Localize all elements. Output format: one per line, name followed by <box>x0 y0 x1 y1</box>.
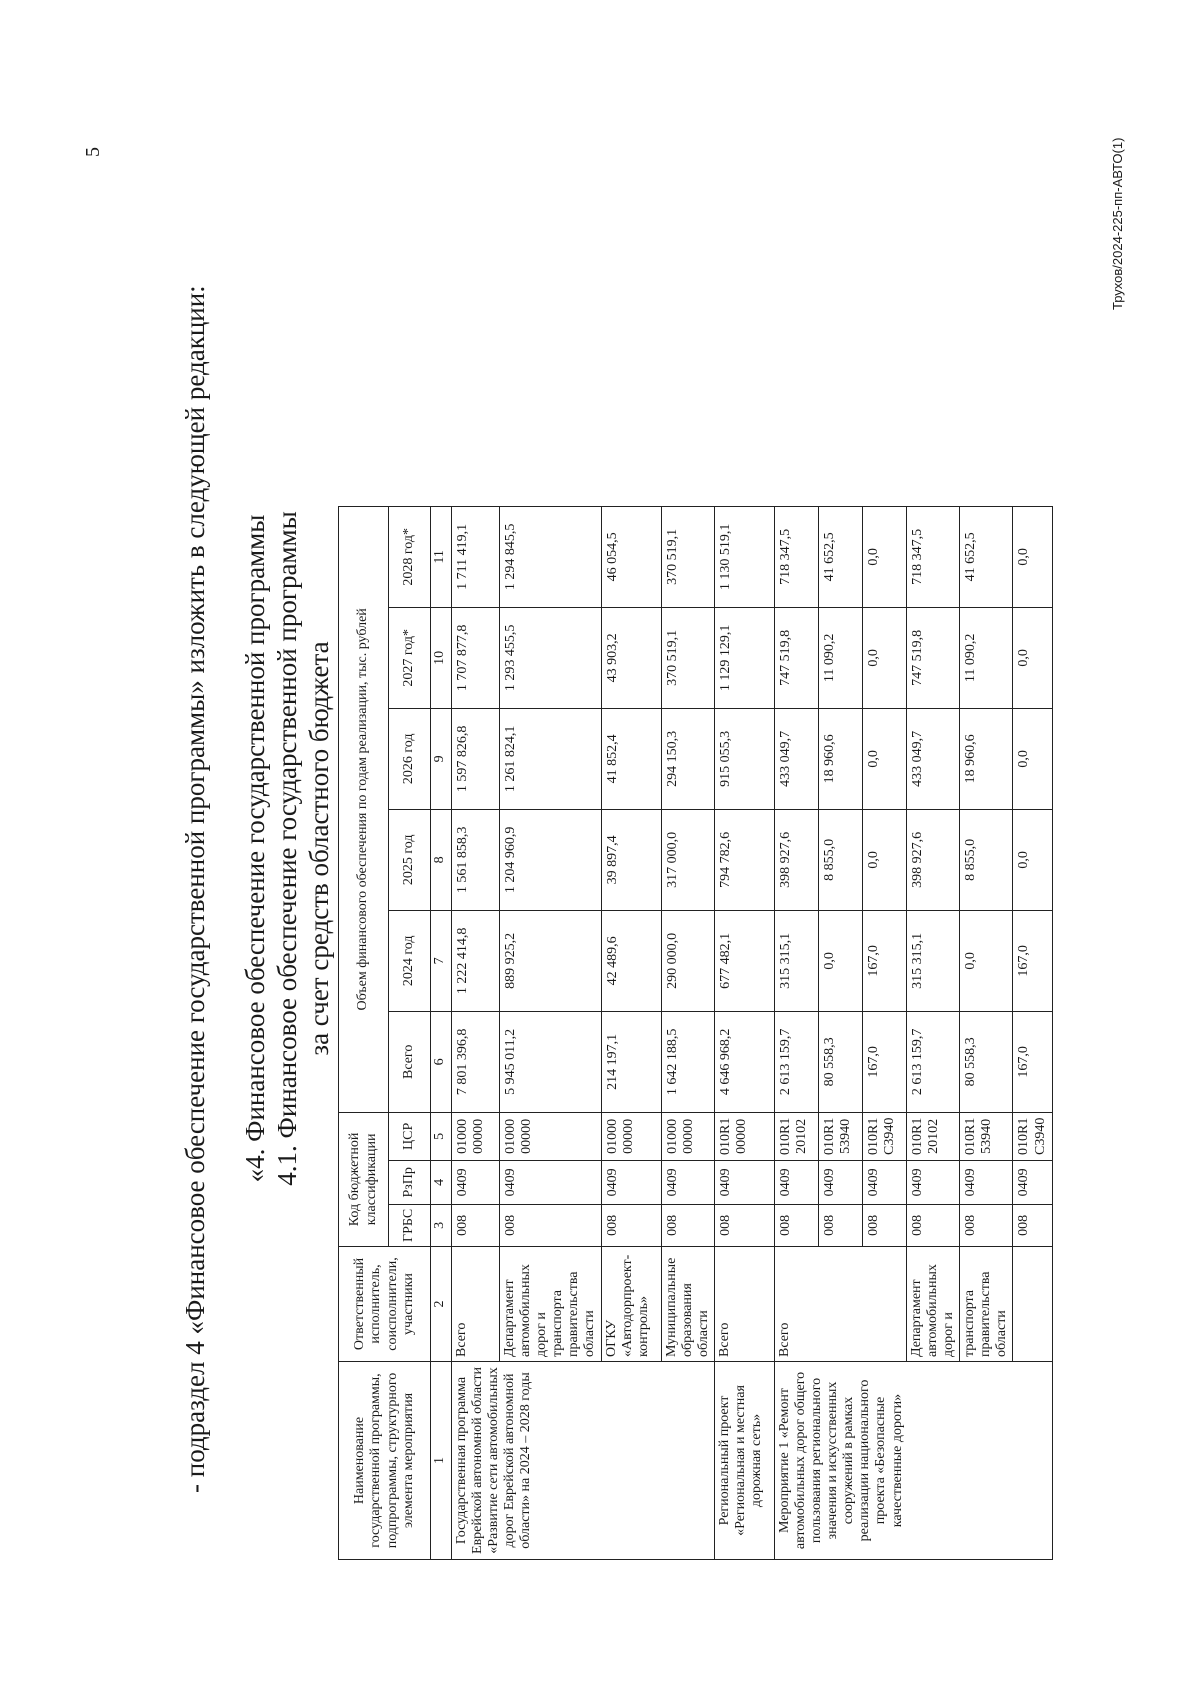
grbs-cell: 008 <box>452 1204 500 1246</box>
grbs-cell: 008 <box>500 1204 602 1246</box>
index-cell: 9 <box>431 708 452 809</box>
y2026-cell: 41 852,4 <box>601 708 661 809</box>
executor-cell: Всего <box>774 1247 906 1362</box>
y2024-cell: 167,0 <box>862 910 906 1011</box>
y2025-cell: 398 927,6 <box>906 809 959 910</box>
executor-cell: Всего <box>452 1247 500 1362</box>
y2024-cell: 1 222 414,8 <box>452 910 500 1011</box>
y2025-cell: 1 561 858,3 <box>452 809 500 910</box>
index-cell: 7 <box>431 910 452 1011</box>
header-executor: Ответственный исполнитель, соисполнители, участники <box>339 1247 431 1362</box>
index-cell: 4 <box>431 1160 452 1204</box>
y2028-cell: 370 519,1 <box>661 506 714 607</box>
grbs-cell: 008 <box>818 1204 862 1246</box>
total-cell: 167,0 <box>862 1011 906 1112</box>
y2024-cell: 315 315,1 <box>774 910 818 1011</box>
y2026-cell: 433 049,7 <box>774 708 818 809</box>
table-row <box>774 506 818 1559</box>
intro-text: - подраздел 4 «Финансовое обеспечение государственной программы» изложить в следующей редакции: <box>180 285 210 1493</box>
grbs-cell: 008 <box>774 1204 818 1246</box>
y2026-cell: 0,0 <box>862 708 906 809</box>
program-name-cell: Государственная программа Еврейской автономной области «Развитие сети автомобильных дорог Еврейской автономной области» на 2024 – 2028 годы <box>452 1362 715 1560</box>
y2027-cell: 0,0 <box>862 607 906 708</box>
y2025-cell: 317 000,0 <box>661 809 714 910</box>
y2028-cell: 1 294 845,5 <box>500 506 602 607</box>
executor-cell: транспорта правительства области <box>960 1247 1013 1362</box>
y2025-cell: 8 855,0 <box>818 809 862 910</box>
y2027-cell: 747 519,8 <box>906 607 959 708</box>
index-cell: 8 <box>431 809 452 910</box>
grbs-cell: 008 <box>661 1204 714 1246</box>
csr-cell: 01000 00000 <box>661 1112 714 1160</box>
header-2027: 2027 год* <box>389 607 431 708</box>
y2025-cell: 1 204 960,9 <box>500 809 602 910</box>
subsection-heading-cont: за счет средств областного бюджета <box>304 641 334 1056</box>
grbs-cell: 008 <box>1013 1204 1053 1246</box>
index-cell: 1 <box>431 1362 452 1560</box>
rzpr-cell: 0409 <box>862 1160 906 1204</box>
y2025-cell: 0,0 <box>862 809 906 910</box>
rzpr-cell: 0409 <box>906 1160 959 1204</box>
total-cell: 2 613 159,7 <box>774 1011 818 1112</box>
csr-cell: 01000 00000 <box>601 1112 661 1160</box>
executor-cell-empty <box>1013 1247 1053 1362</box>
y2028-cell: 41 652,5 <box>960 506 1013 607</box>
index-row <box>431 506 452 1559</box>
y2027-cell: 0,0 <box>1013 607 1053 708</box>
grbs-cell: 008 <box>862 1204 906 1246</box>
rzpr-cell: 0409 <box>960 1160 1013 1204</box>
header-program: Наименование государственной программы, подпрограммы, структурного элемента мероприятия <box>339 1362 431 1560</box>
total-cell: 167,0 <box>1013 1011 1053 1112</box>
y2027-cell: 1 707 877,8 <box>452 607 500 708</box>
y2027-cell: 1 129 129,1 <box>714 607 774 708</box>
regional-project-cell: Региональный проект «Региональная и местная дорожная сеть» <box>714 1362 774 1560</box>
y2026-cell: 1 597 826,8 <box>452 708 500 809</box>
measure-name-cell: Мероприятие 1 «Ремонт автомобильных дорог общего пользования регионального значения и искусственных сооружений в рамках реализации национального проекта «Безопасные качественные дороги» <box>774 1362 1053 1560</box>
index-cell: 3 <box>431 1204 452 1246</box>
section-heading: «4. Финансовое обеспечение государственной программы <box>240 514 270 1183</box>
index-cell: 10 <box>431 607 452 708</box>
csr-cell: 010R1 С3940 <box>1013 1112 1053 1160</box>
y2027-cell: 747 519,8 <box>774 607 818 708</box>
header-2024: 2024 год <box>389 910 431 1011</box>
index-cell: 2 <box>431 1247 452 1362</box>
header-2028: 2028 год* <box>389 506 431 607</box>
total-cell: 5 945 011,2 <box>500 1011 602 1112</box>
document-footer: Трухов/2024-225-пп-АВТО(1) <box>1110 137 1125 310</box>
executor-cell: Департамент автомобильных дорог и транспорта правительства области <box>500 1247 602 1362</box>
y2024-cell: 315 315,1 <box>906 910 959 1011</box>
y2028-cell: 1 711 419,1 <box>452 506 500 607</box>
header-2026: 2026 год <box>389 708 431 809</box>
csr-cell: 01000 00000 <box>452 1112 500 1160</box>
executor-cell: ОГКУ «Автодорпроект-контроль» <box>601 1247 661 1362</box>
csr-cell: 010R1 20102 <box>906 1112 959 1160</box>
csr-cell: 010R1 00000 <box>714 1112 774 1160</box>
executor-cell: Всего <box>714 1247 774 1362</box>
header-total: Всего <box>389 1011 431 1112</box>
rzpr-cell: 0409 <box>714 1160 774 1204</box>
y2024-cell: 42 489,6 <box>601 910 661 1011</box>
y2024-cell: 167,0 <box>1013 910 1053 1011</box>
total-cell: 214 197,1 <box>601 1011 661 1112</box>
total-cell: 2 613 159,7 <box>906 1011 959 1112</box>
rzpr-cell: 0409 <box>1013 1160 1053 1204</box>
y2025-cell: 398 927,6 <box>774 809 818 910</box>
executor-cell: Муниципальные образования области <box>661 1247 714 1362</box>
csr-cell: 010R1 53940 <box>818 1112 862 1160</box>
subsection-heading: 4.1. Финансовое обеспечение государственной программы <box>272 511 302 1186</box>
index-cell: 6 <box>431 1011 452 1112</box>
grbs-cell: 008 <box>601 1204 661 1246</box>
y2028-cell: 1 130 519,1 <box>714 506 774 607</box>
y2026-cell: 433 049,7 <box>906 708 959 809</box>
y2024-cell: 0,0 <box>960 910 1013 1011</box>
rzpr-cell: 0409 <box>774 1160 818 1204</box>
y2026-cell: 1 261 824,1 <box>500 708 602 809</box>
rzpr-cell: 0409 <box>452 1160 500 1204</box>
y2028-cell: 718 347,5 <box>774 506 818 607</box>
header-rzpr: РзПр <box>389 1160 431 1204</box>
index-cell: 5 <box>431 1112 452 1160</box>
y2028-cell: 718 347,5 <box>906 506 959 607</box>
total-cell: 80 558,3 <box>960 1011 1013 1112</box>
y2028-cell: 46 054,5 <box>601 506 661 607</box>
y2026-cell: 18 960,6 <box>960 708 1013 809</box>
total-cell: 7 801 396,8 <box>452 1011 500 1112</box>
y2028-cell: 0,0 <box>862 506 906 607</box>
csr-cell: 010R1 С3940 <box>862 1112 906 1160</box>
y2024-cell: 677 482,1 <box>714 910 774 1011</box>
y2026-cell: 18 960,6 <box>818 708 862 809</box>
table-row <box>714 506 774 1559</box>
header-grbs: ГРБС <box>389 1204 431 1246</box>
header-finance-volume: Объем финансового обеспечения по годам реализации, тыс. рублей <box>339 506 389 1112</box>
y2028-cell: 0,0 <box>1013 506 1053 607</box>
finance-table <box>338 506 1053 1560</box>
y2024-cell: 0,0 <box>818 910 862 1011</box>
y2027-cell: 43 903,2 <box>601 607 661 708</box>
header-2025: 2025 год <box>389 809 431 910</box>
y2024-cell: 290 000,0 <box>661 910 714 1011</box>
y2026-cell: 915 055,3 <box>714 708 774 809</box>
csr-cell: 01000 00000 <box>500 1112 602 1160</box>
total-cell: 80 558,3 <box>818 1011 862 1112</box>
y2027-cell: 11 090,2 <box>818 607 862 708</box>
y2028-cell: 41 652,5 <box>818 506 862 607</box>
y2027-cell: 11 090,2 <box>960 607 1013 708</box>
total-cell: 1 642 188,5 <box>661 1011 714 1112</box>
y2024-cell: 889 925,2 <box>500 910 602 1011</box>
rzpr-cell: 0409 <box>818 1160 862 1204</box>
header-budget-code: Код бюджетной классификации <box>339 1112 389 1246</box>
csr-cell: 010R1 53940 <box>960 1112 1013 1160</box>
total-cell: 4 646 968,2 <box>714 1011 774 1112</box>
rzpr-cell: 0409 <box>661 1160 714 1204</box>
csr-cell: 010R1 20102 <box>774 1112 818 1160</box>
y2026-cell: 0,0 <box>1013 708 1053 809</box>
y2027-cell: 1 293 455,5 <box>500 607 602 708</box>
y2025-cell: 794 782,6 <box>714 809 774 910</box>
executor-cell: Департамент автомобильных дорог и <box>906 1247 959 1362</box>
y2026-cell: 294 150,3 <box>661 708 714 809</box>
grbs-cell: 008 <box>906 1204 959 1246</box>
grbs-cell: 008 <box>714 1204 774 1246</box>
index-cell: 11 <box>431 506 452 607</box>
y2025-cell: 0,0 <box>1013 809 1053 910</box>
y2027-cell: 370 519,1 <box>661 607 714 708</box>
page-number: 5 <box>82 147 104 157</box>
table-row <box>452 506 500 1559</box>
rzpr-cell: 0409 <box>601 1160 661 1204</box>
y2025-cell: 8 855,0 <box>960 809 1013 910</box>
header-csr: ЦСР <box>389 1112 431 1160</box>
grbs-cell: 008 <box>960 1204 1013 1246</box>
y2025-cell: 39 897,4 <box>601 809 661 910</box>
rzpr-cell: 0409 <box>500 1160 602 1204</box>
